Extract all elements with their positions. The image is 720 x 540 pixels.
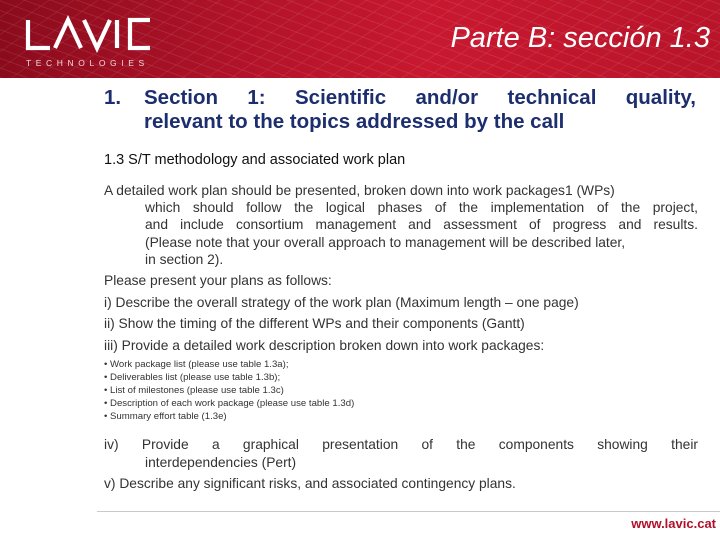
logo-subtitle: TECHNOLOGIES <box>26 58 149 68</box>
bullet-item: • Summary effort table (1.3e) <box>104 411 227 422</box>
intro-cont-line: and include consortium management and assessment of progress and results. <box>145 217 698 233</box>
intro-cont-line: in section 2). <box>145 251 224 267</box>
intro-cont-line: (Please note that your overall approach to management will be described later, <box>145 234 626 250</box>
lavic-logo <box>22 14 154 70</box>
intro-line: A detailed work plan should be presented, broken down into work packages1 (WPs) <box>104 183 615 198</box>
step-item: ii) Show the timing of the different WPs and their components (Gantt) <box>104 316 525 331</box>
step-item: i) Describe the overall strategy of the work plan (Maximum length – one page) <box>104 294 579 310</box>
bullet-item: • Description of each work package (please use table 1.3d) <box>104 398 355 409</box>
step-v-line: v) Describe any significant risks, and associated contingency plans. <box>104 476 516 491</box>
lavic-logo-mark <box>22 14 154 54</box>
present-line: Please present your plans as follows: <box>104 273 332 288</box>
subsection-title: 1.3 S/T methodology and associated work plan <box>104 152 406 168</box>
step-iv-line2: interdependencies (Pert) <box>145 454 297 470</box>
closing-block <box>104 436 698 493</box>
section-heading-line2: relevant to the topics addressed by the call <box>144 110 565 133</box>
section-heading-line1: Section 1: Scientific and/or technical quality, <box>144 86 696 109</box>
steps-block <box>104 270 698 356</box>
bullet-item: • Deliverables list (please use table 1.3b); <box>104 372 281 383</box>
header-banner <box>0 0 720 78</box>
intro-cont-line: which should follow the logical phases of the implementation of the project, <box>145 200 698 216</box>
deliverables-bullet-list <box>104 358 354 423</box>
page-title: Parte B: sección 1.3 <box>450 22 710 54</box>
bullet-item: • List of milestones (please use table 1.3c) <box>104 385 284 396</box>
step-item: iii) Provide a detailed work description broken down into work packages: <box>104 337 545 353</box>
section-number: 1. <box>104 86 122 109</box>
bullet-item: • Work package list (please use table 1.3a); <box>104 359 289 370</box>
footer-divider <box>97 511 720 512</box>
footer-url: www.lavic.cat <box>631 516 716 531</box>
section-heading <box>104 86 696 134</box>
intro-paragraph <box>104 182 698 268</box>
step-iv-line1: iv) Provide a graphical presentation of the components showing their <box>104 437 698 452</box>
